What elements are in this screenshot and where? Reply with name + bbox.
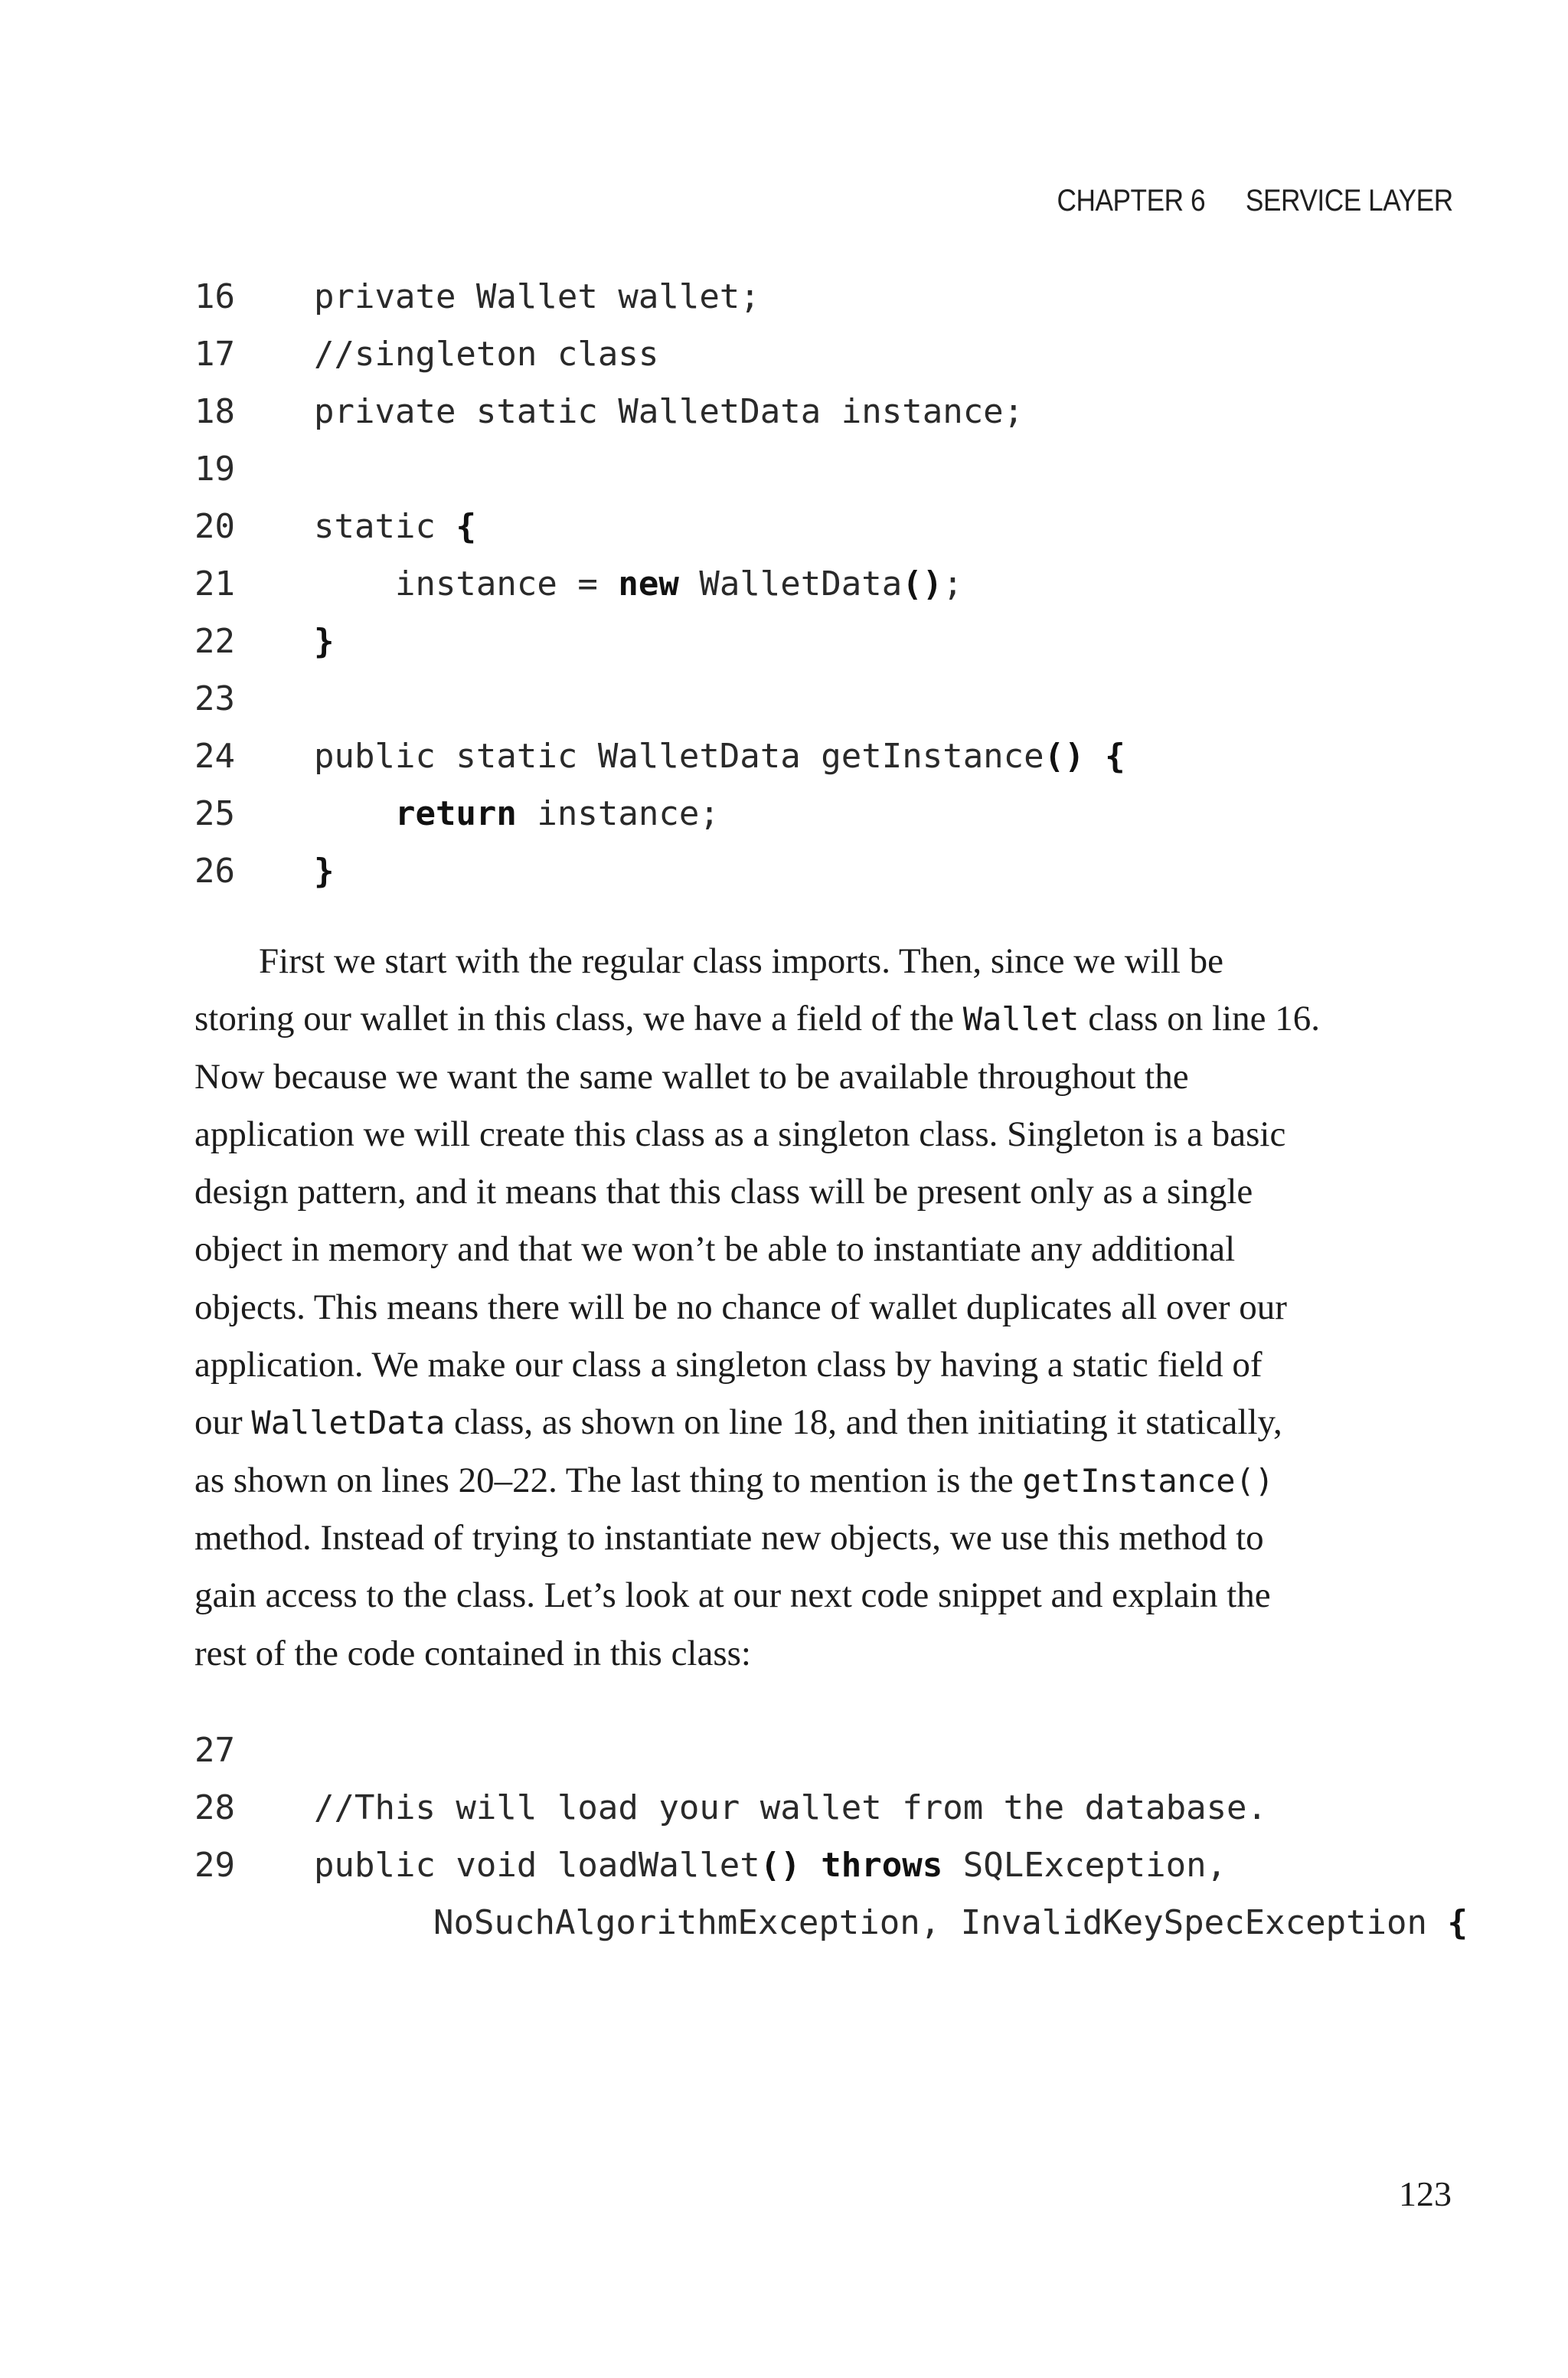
code-line [0,1837,1568,1894]
paragraph-line [194,1163,1452,1221]
code-keyword: } [314,622,335,661]
line-number: 22 [194,622,235,661]
line-number: 16 [194,277,235,316]
text-run: gain access to the class. Let’s look at our next code snippet and explain the [194,1575,1271,1616]
code-line [0,383,1568,440]
code-text [314,613,335,670]
text-run: as shown on lines 20–22. The last thing to mention is the [194,1460,1023,1500]
code-line [0,1722,1568,1779]
text-run: our [194,1402,252,1443]
inline-code: WalletData [251,1404,446,1442]
code-token: public void loadWallet [314,1846,760,1885]
code-line [0,440,1568,498]
code-keyword: { [1447,1903,1468,1942]
code-token: private Wallet wallet; [314,277,760,316]
line-number: 20 [194,507,235,546]
paragraph-line [194,990,1452,1048]
code-line [0,728,1568,785]
code-keyword: () [902,564,943,603]
code-keyword: new [618,564,679,603]
text-run: storing our wallet in this class, we have a field of the [194,999,963,1039]
paragraph-line [194,1336,1452,1394]
code-text [314,325,658,383]
code-token: ; [942,564,963,603]
code-text [314,785,720,842]
text-run: method. Instead of trying to instantiate new objects, we use this method to [194,1517,1264,1558]
code-text [433,1894,1468,1951]
line-number: 27 [194,1731,235,1770]
code-keyword: throws [821,1846,943,1885]
code-token [1085,737,1106,776]
code-line [0,555,1568,613]
running-header [1057,184,1453,218]
code-text [314,1779,1267,1837]
code-token [801,1846,822,1885]
chapter-label: CHAPTER 6 [1057,184,1206,218]
code-line [0,670,1568,728]
paragraph-line [194,1625,1452,1683]
code-text [314,268,760,325]
text-run: First we start with the regular class imports. Then, since we will be [259,941,1224,981]
paragraph-line [194,1567,1452,1624]
text-run: Now because we want the same wallet to be available throughout the [194,1056,1189,1097]
code-line [0,498,1568,555]
code-token: instance; [516,794,720,833]
paragraph-line [194,1048,1452,1106]
line-number: 23 [194,679,235,718]
code-token: NoSuchAlgorithmException, InvalidKeySpecException [433,1903,1448,1942]
text-run: class on line 16. [1079,999,1321,1039]
code-line [0,1894,1568,1951]
code-keyword: () [760,1846,801,1885]
line-number: 18 [194,392,235,431]
inline-code: getInstance() [1022,1461,1275,1500]
text-run: design pattern, and it means that this class will be present only as a single [194,1172,1253,1212]
page-number: 123 [1399,2174,1452,2213]
code-token: public static WalletData getInstance [314,737,1044,776]
code-token [314,794,395,833]
code-token: SQLException, [942,1846,1227,1885]
code-line [0,842,1568,900]
paragraph-line [194,1394,1452,1451]
section-title: SERVICE LAYER [1246,184,1453,218]
line-number: 17 [194,335,235,374]
text-run: class, as shown on line 18, and then initiating it statically, [445,1402,1282,1443]
paragraph-line [194,1510,1452,1567]
code-text [314,842,335,900]
code-keyword: } [314,852,335,891]
line-number: 21 [194,564,235,603]
code-line [0,785,1568,842]
code-text [314,498,476,555]
paragraph-line [194,1279,1452,1336]
code-keyword: return [394,794,517,833]
line-number: 19 [194,450,235,489]
body-paragraph [194,933,1452,1683]
code-token: //singleton class [314,335,659,374]
code-token: private static WalletData instance; [314,392,1024,431]
line-number: 25 [194,794,235,833]
code-line [0,268,1568,325]
code-line [0,1779,1568,1837]
paragraph-line [194,933,1452,990]
line-number: 24 [194,737,235,776]
line-number: 29 [194,1846,235,1885]
code-token: WalletData [678,564,903,603]
code-keyword: () [1044,737,1085,776]
text-run: application. We make our class a singleton class by having a static field of [194,1345,1263,1385]
text-run: objects. This means there will be no chance of wallet duplicates all over our [194,1287,1287,1327]
text-run: rest of the code contained in this class: [194,1633,751,1673]
code-token: instance = [314,564,619,603]
paragraph-line [194,1221,1452,1278]
line-number: 28 [194,1788,235,1827]
inline-code: Wallet [962,1000,1080,1039]
text-run: object in memory and that we won’t be able to instantiate any additional [194,1229,1236,1270]
code-keyword: { [1105,737,1125,776]
code-text [314,728,1125,785]
paragraph-line [194,1452,1452,1510]
text-run: application we will create this class as a singleton class. Singleton is a basic [194,1114,1286,1154]
code-keyword: { [456,507,476,546]
paragraph-text [194,933,1452,1683]
code-text [314,555,963,613]
code-listing-lines-27-29 [0,1722,1568,1951]
code-token: static [314,507,456,546]
code-line [0,325,1568,383]
line-number: 26 [194,852,235,891]
code-listing-lines-16-26 [0,268,1568,900]
code-token: //This will load your wallet from the database. [314,1788,1268,1827]
code-text [314,383,1024,440]
paragraph-line [194,1106,1452,1163]
code-line [0,613,1568,670]
code-text [314,1837,1227,1894]
